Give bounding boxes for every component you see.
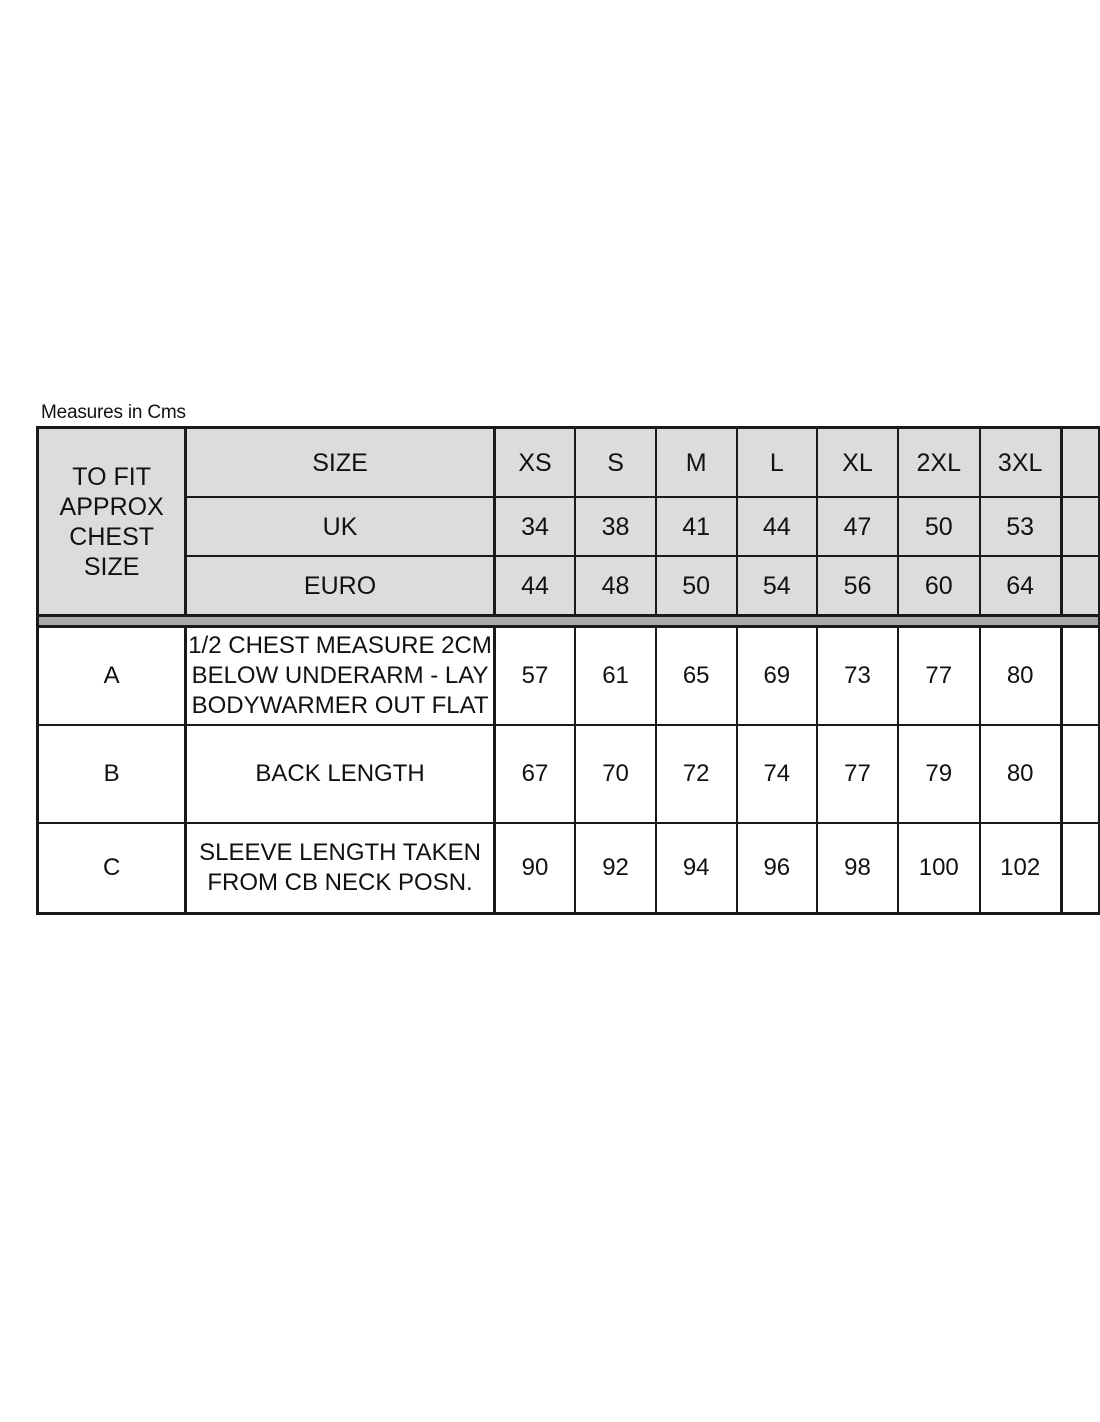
- measure-value: 72: [656, 725, 737, 823]
- measure-letter: C: [38, 823, 186, 914]
- euro-row: [38, 556, 1100, 616]
- size-cell: 34: [494, 497, 575, 556]
- size-cell: 41: [656, 497, 737, 556]
- measure-letter: A: [38, 627, 186, 726]
- size-cell: XL: [817, 428, 898, 498]
- cropped-cell: [1061, 556, 1099, 616]
- size-table: [36, 426, 1100, 915]
- size-cell: M: [656, 428, 737, 498]
- size-cell: L: [737, 428, 818, 498]
- uk-row: [38, 497, 1100, 556]
- size-cell: 44: [737, 497, 818, 556]
- size-cell: S: [575, 428, 656, 498]
- measures-caption: Measures in Cms: [41, 402, 186, 423]
- measure-value: 73: [817, 627, 898, 726]
- measure-row: [38, 823, 1100, 914]
- cropped-cell: [1061, 428, 1099, 498]
- separator-row: [38, 616, 1100, 627]
- cropped-cell: [1061, 725, 1099, 823]
- measure-value: 94: [656, 823, 737, 914]
- measure-value: 100: [898, 823, 980, 914]
- measure-value: 69: [737, 627, 818, 726]
- size-cell: 44: [494, 556, 575, 616]
- header-label: UK: [186, 497, 494, 556]
- separator-bar: [38, 616, 1100, 627]
- size-cell: 47: [817, 497, 898, 556]
- measure-description: BACK LENGTH: [186, 725, 494, 823]
- measure-row: [38, 725, 1100, 823]
- measure-description: SLEEVE LENGTH TAKEN FROM CB NECK POSN.: [186, 823, 494, 914]
- cropped-cell: [1061, 823, 1099, 914]
- measure-value: 70: [575, 725, 656, 823]
- cropped-cell: [1061, 627, 1099, 726]
- size-cell: 2XL: [898, 428, 980, 498]
- fit-label: TO FIT APPROX CHEST SIZE: [59, 462, 164, 581]
- header-label: EURO: [186, 556, 494, 616]
- measure-value: 65: [656, 627, 737, 726]
- measure-value: 80: [980, 725, 1062, 823]
- measure-row: [38, 627, 1100, 726]
- fit-label-cell: [38, 428, 186, 616]
- size-cell: 3XL: [980, 428, 1062, 498]
- measure-value: 90: [494, 823, 575, 914]
- measure-value: 67: [494, 725, 575, 823]
- size-cell: 50: [656, 556, 737, 616]
- size-chart: [36, 426, 1100, 922]
- measure-description: 1/2 CHEST MEASURE 2CM BELOW UNDERARM - LAY BODYWARMER OUT FLAT: [186, 627, 494, 726]
- size-row: [38, 428, 1100, 498]
- measure-value: 57: [494, 627, 575, 726]
- size-cell: 56: [817, 556, 898, 616]
- measure-value: 102: [980, 823, 1062, 914]
- measure-value: 80: [980, 627, 1062, 726]
- measure-value: 79: [898, 725, 980, 823]
- measure-letter: B: [38, 725, 186, 823]
- size-cell: 50: [898, 497, 980, 556]
- size-cell: 60: [898, 556, 980, 616]
- cropped-cell: [1061, 497, 1099, 556]
- size-cell: 64: [980, 556, 1062, 616]
- measure-value: 61: [575, 627, 656, 726]
- size-cell: 48: [575, 556, 656, 616]
- measure-value: 74: [737, 725, 818, 823]
- size-cell: XS: [494, 428, 575, 498]
- size-cell: 38: [575, 497, 656, 556]
- measure-value: 77: [817, 725, 898, 823]
- measure-value: 96: [737, 823, 818, 914]
- header-label: SIZE: [186, 428, 494, 498]
- measure-value: 77: [898, 627, 980, 726]
- size-cell: 53: [980, 497, 1062, 556]
- measure-value: 92: [575, 823, 656, 914]
- measure-value: 98: [817, 823, 898, 914]
- size-cell: 54: [737, 556, 818, 616]
